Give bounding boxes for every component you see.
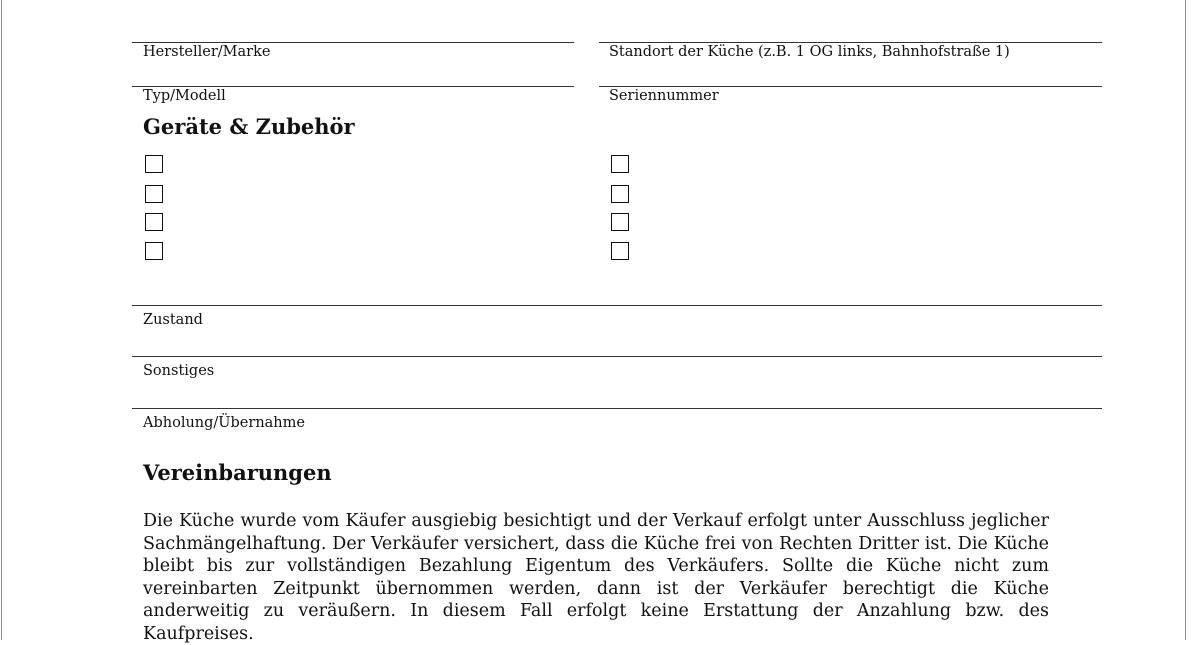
- condition-field-line[interactable]: [132, 305, 1102, 306]
- pickup-field-line[interactable]: [132, 408, 1102, 409]
- appliance-checkbox-right-2[interactable]: [611, 185, 629, 203]
- agreements-heading: Vereinbarungen: [143, 460, 332, 485]
- model-label: Typ/Modell: [143, 88, 226, 104]
- pickup-label: Abholung/Übernahme: [143, 415, 305, 431]
- appliances-heading: Geräte & Zubehör: [143, 114, 355, 139]
- appliance-checkbox-right-3[interactable]: [611, 213, 629, 231]
- agreements-text: Die Küche wurde vom Käufer ausgiebig besichtigt und der Verkauf erfolgt unter Ausschluss jeglicher Sachmängelhaftung. Der Verkäufer versichert, dass die Küche frei von Rechten Dritter ist. Die Küche bleibt bis zur vollständigen Bezahlung Eigentum des Verkäufers. Sollte die Küche nicht zum vereinbarten Zeitpunkt übernommen werden, dann ist der Verkäufer berechtigt die Küche anderweitig zu veräußern. In diesem Fall erfolgt keine Erstattung der Anzahlung bzw. des Kaufpreises.: [143, 511, 1049, 644]
- appliance-checkbox-left-3[interactable]: [145, 213, 163, 231]
- appliance-checkbox-left-2[interactable]: [145, 185, 163, 203]
- other-label: Sonstiges: [143, 363, 215, 379]
- location-label: Standort der Küche (z.B. 1 OG links, Bahnhofstraße 1): [609, 44, 1010, 60]
- serial-label: Seriennummer: [609, 88, 719, 104]
- other-field-line[interactable]: [132, 356, 1102, 357]
- appliance-checkbox-right-4[interactable]: [611, 242, 629, 260]
- manufacturer-label: Hersteller/Marke: [143, 44, 271, 60]
- appliance-checkbox-right-1[interactable]: [611, 155, 629, 173]
- appliance-checkbox-left-1[interactable]: [145, 155, 163, 173]
- appliance-checkbox-left-4[interactable]: [145, 242, 163, 260]
- condition-label: Zustand: [143, 312, 203, 328]
